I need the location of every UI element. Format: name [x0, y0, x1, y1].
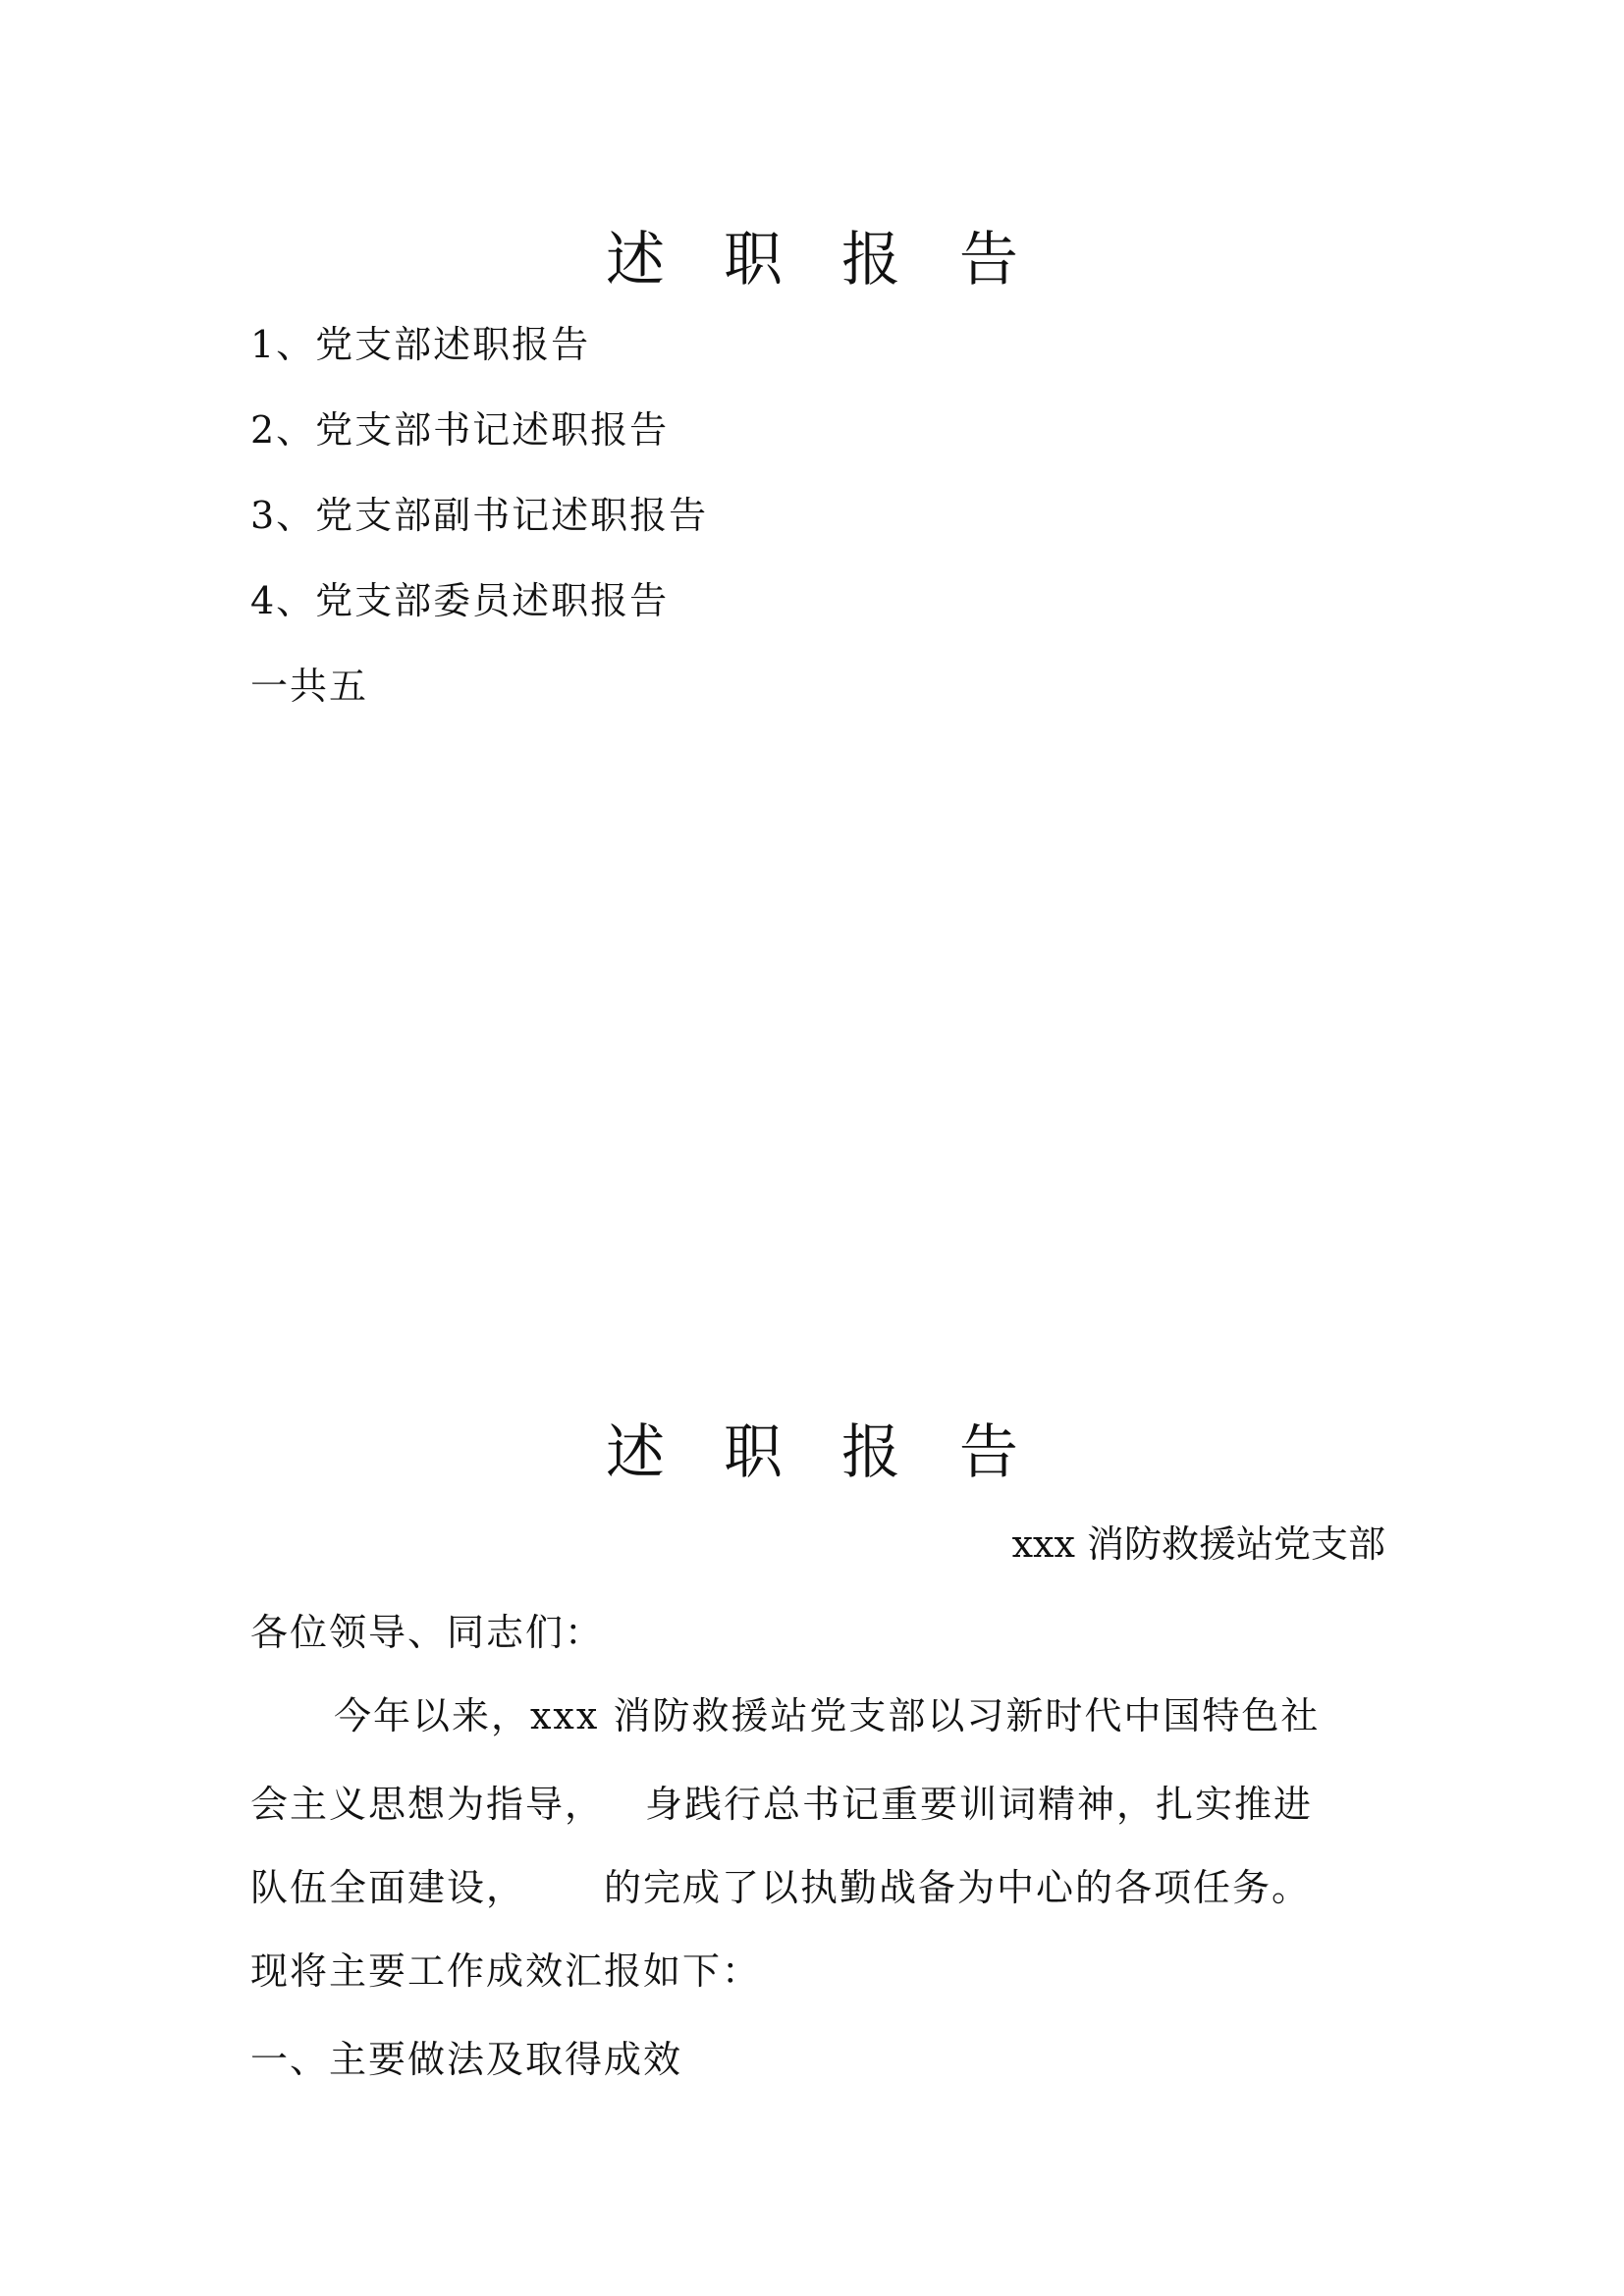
paragraph-line — [250, 1865, 1311, 1910]
paragraph-segment: 的完成了以执勤战备为中心的各项任务。 — [604, 1866, 1312, 1909]
paragraph-segment: 身践行总书记重要训词精神，扎实推进 — [645, 1783, 1314, 1826]
cover-title-char: 告 — [959, 226, 1018, 294]
report-title-char: 报 — [841, 1418, 900, 1487]
report-title-char: 职 — [724, 1418, 783, 1487]
section-heading: 一、主要做法及取得成效 — [250, 2038, 683, 2081]
cover-title — [0, 226, 1624, 294]
toc-item: 一共五 — [250, 665, 369, 708]
paragraph-segment: 会主义思想为指导， — [250, 1783, 605, 1826]
cover-title-char: 报 — [841, 226, 900, 294]
paragraph-line: 今年以来，xxx 消防救援站党支部以习新时代中国特色社 — [334, 1694, 1321, 1737]
paragraph-segment: 队伍全面建设， — [250, 1866, 526, 1909]
greeting: 各位领导、同志们： — [250, 1611, 605, 1654]
toc-item: 3、党支部副书记述职报告 — [250, 494, 709, 537]
cover-title-char: 职 — [724, 226, 783, 294]
toc-item: 2、党支部书记述职报告 — [250, 408, 670, 452]
paragraph-line: 现将主要工作成效汇报如下： — [250, 1949, 762, 1993]
report-title-char: 告 — [959, 1418, 1018, 1487]
paragraph-line — [250, 1782, 1313, 1827]
toc-item: 4、党支部委员述职报告 — [250, 579, 670, 622]
report-title-char: 述 — [606, 1418, 665, 1487]
cover-title-char: 述 — [606, 226, 665, 294]
organization-name: xxx 消防救援站党支部 — [1011, 1522, 1385, 1566]
report-title — [0, 1418, 1624, 1487]
toc-item: 1、党支部述职报告 — [250, 323, 591, 366]
